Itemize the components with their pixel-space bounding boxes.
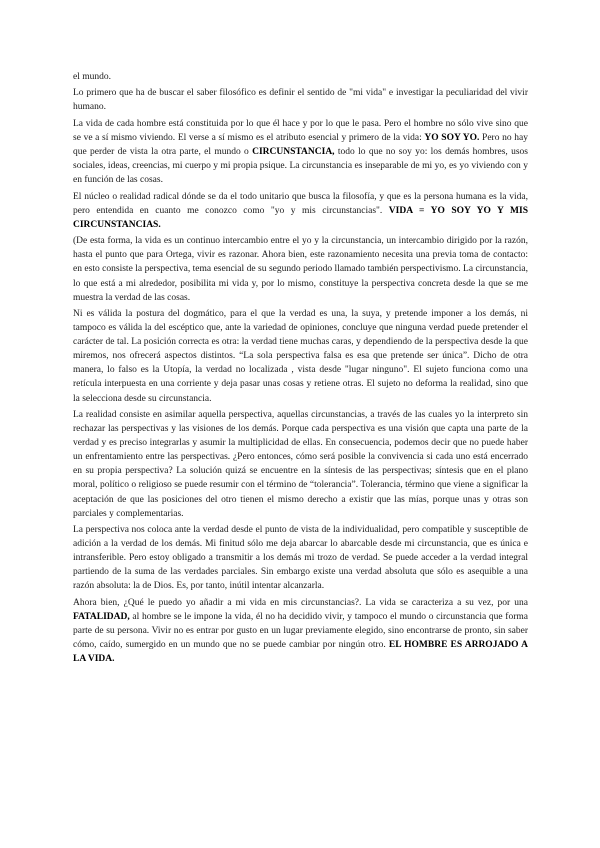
emphasis-text: VIDA = YO SOY YO Y MIS CIRCUNSTANCIAS.	[73, 205, 528, 230]
paragraph-0	[73, 70, 528, 84]
text-run: Ahora bien, ¿Qué le puedo yo añadir a mi vida en mis circunstancias?. La vida se caracteriza a su vez, por una	[73, 597, 528, 608]
paragraph-8	[73, 596, 528, 666]
text-run: La perspectiva nos coloca ante la verdad desde el punto de vista de la individualidad, pero compatible y susceptible de adición a la verdad de los demás. Mi finitud sólo me deja abarcar lo abarcable desde mi circunstancia, que es única e intransferible. Pero estoy obligado a transmitir a los demás mi trozo de verdad. Se puede acceder a la verdad integral partiendo de la suma de las verdades parciales. Sin embargo existe una verdad absoluta que sólo es asequible a una razón absoluta: la de Dios. Es, por tanto, inútil intentar alcanzarla.	[73, 524, 528, 592]
text-run: El núcleo o realidad radical dónde se da el todo unitario que busca la filosofía, y que es la persona humana es la vida, pero entendida en cuanto me conozco como "yo y mis circunstancias".	[73, 191, 528, 216]
text-run: (De esta forma, la vida es un continuo intercambio entre el yo y la circunstancia, un intercambio dirigido por la razón, hasta el punto que para Ortega, vivir es razonar. Ahora bien, este razonamiento necesita una previa toma de contacto: en esto consiste la perspectiva, tema esencial de su segundo periodo llamado también perspectivismo. La circunstancia, lo que está a mi alrededor, posibilita mi vida y, por lo mismo, constituye la perspectiva concreta desde la que se me muestra la verdad de las cosas.	[73, 236, 528, 303]
text-run: Ni es válida la postura del dogmático, para el que la verdad es una, la suya, y pretende imponer a los demás, ni tampoco es válida la del escéptico que, ante la variedad de opiniones, concluye que ninguna verdad puede pretender el carácter de tal. La posición correcta es otra: la verdad tiene muchas caras, y dependiendo de la perspectiva desde la que miremos, nos ofrecerá aspectos distintos. “La sola perspectiva falsa es esa que pretende ser única”. Dicho de otra manera, lo falso es la Utopía, la verdad no localizada , vista desde "lugar ninguno". El sujeto funciona como una retícula interpuesta en una corriente y deja pasar unas cosas y retiene otras. El sujeto no deforma la realidad, sino que la selecciona desde su circunstancia.	[73, 308, 528, 404]
text-run: La vida de cada hombre está constituida por lo que él hace y por lo que le pasa. Pero el hombre no sólo vive sino que se ve a sí mismo viviendo. El verse a sí mismo es el atributo esencial y primero de la vida:	[73, 118, 528, 143]
text-run: el mundo.	[73, 72, 111, 82]
paragraph-7	[73, 523, 528, 593]
text-run: al hombre se le impone la vida, él no ha decidido vivir, y tampoco el mundo o circunstancia que forma parte de su persona. Vivir no es entrar por gusto en un lugar previamente elegido, sino encontrarse de pronto, sin saber cómo, caído, sumergido en un mundo que no se puede cambiar por ningún otro.	[73, 611, 528, 651]
emphasis-text: EL HOMBRE ES ARROJADO A LA VIDA.	[73, 640, 528, 665]
paragraph-3	[73, 190, 528, 232]
paragraph-2	[73, 117, 528, 187]
emphasis-text: YO SOY YO.	[424, 132, 480, 143]
text-run: Lo primero que ha de buscar el saber filosófico es definir el sentido de "mi vida" e investigar la peculiaridad del vivir humano.	[73, 88, 528, 113]
paragraph-6	[73, 408, 528, 521]
document-page	[73, 70, 528, 669]
emphasis-text: CIRCUNSTANCIA,	[252, 147, 335, 158]
paragraph-1	[73, 86, 528, 114]
paragraph-5	[73, 307, 528, 406]
text-run: La realidad consiste en asimilar aquella perspectiva, aquellas circunstancias, a través de las cuales yo la interpreto sin rechazar las perspectivas y las visiones de los demás. Porque cada perspectiva es una visión que capta una parte de la verdad y es preciso integrarlas y asumir la multiplicidad de ellas. En consecuencia, podemos decir que no puede haber un enfrentamiento entre las perspectivas. ¿Pero entonces, cómo será posible la convivencia si cada uno está encerrado en su propia perspectiva? La solución quizá se encuentre en la síntesis de las perspectivas; síntesis que en el plano moral, político o religioso se puede resumir con el término de “tolerancia”. Tolerancia, término que viene a significar la aceptación de que las posiciones del otro tienen el mismo derecho a existir que las mías, porque unas y otras son parciales y complementarias.	[73, 409, 528, 519]
text-run: Pero no hay que perder de vista la otra parte, el mundo o	[73, 132, 528, 158]
text-run: todo lo que no soy yo: los demás hombres, usos sociales, ideas, creencias, mi cuerpo y mi propia psique. La circunstancia es inseparable de mi yo, es yo viviendo con y en función de las cosas.	[73, 147, 528, 186]
paragraph-4	[73, 234, 528, 304]
emphasis-text: FATALIDAD,	[73, 611, 130, 622]
